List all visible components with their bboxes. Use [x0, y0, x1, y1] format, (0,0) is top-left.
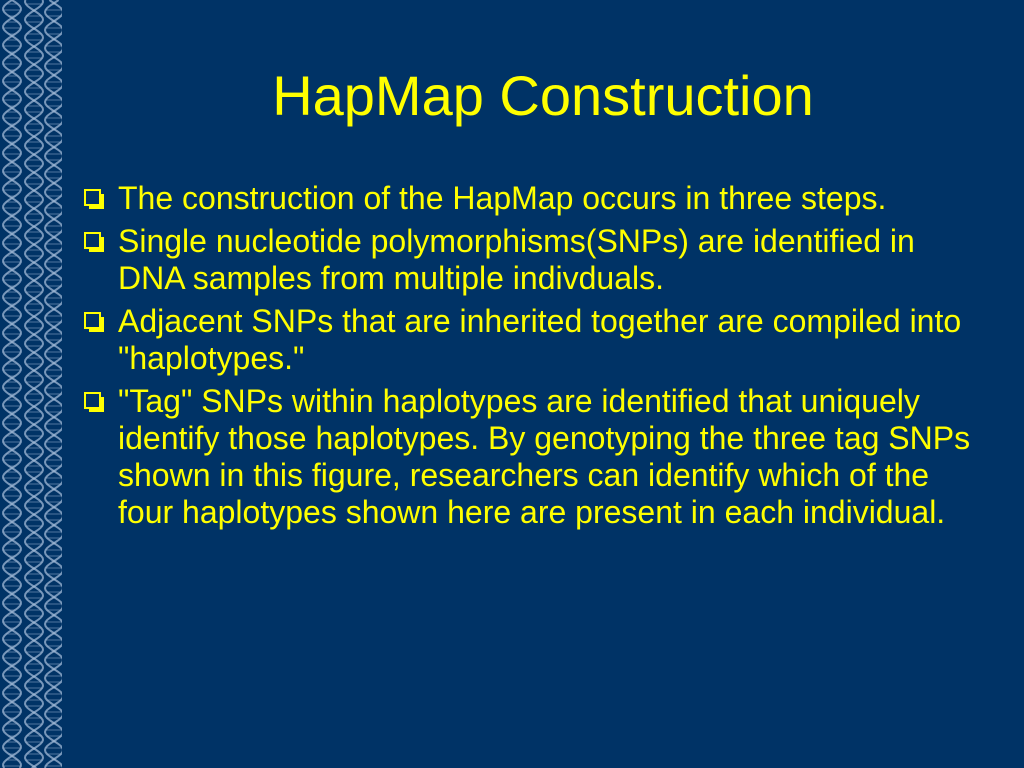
dna-helix-pattern — [0, 0, 62, 768]
checkbox-bullet-icon — [84, 392, 101, 409]
bullet-item-1 — [80, 180, 980, 217]
bullet-list — [80, 180, 980, 537]
dna-helix-decoration — [0, 0, 62, 768]
bullet-text: The construction of the HapMap occurs in three steps. — [118, 180, 887, 216]
bullet-item-2 — [80, 223, 980, 297]
bullet-text: Adjacent SNPs that are inherited together are compiled into "haplotypes." — [118, 303, 962, 376]
slide-title: HapMap Construction — [272, 64, 814, 127]
bullet-item-4 — [80, 383, 980, 531]
bullet-text: Single nucleotide polymorphisms(SNPs) are identified in DNA samples from multiple indivduals. — [118, 223, 915, 296]
checkbox-bullet-icon — [84, 232, 101, 249]
checkbox-bullet-icon — [84, 189, 101, 206]
bullet-text: "Tag" SNPs within haplotypes are identified that uniquely identify those haplotypes. By genotyping the three tag SNPs shown in this figure, researchers can identify which of the four haplotypes shown here are present in each individual. — [118, 383, 971, 530]
checkbox-bullet-icon — [84, 312, 101, 329]
bullet-item-3 — [80, 303, 980, 377]
